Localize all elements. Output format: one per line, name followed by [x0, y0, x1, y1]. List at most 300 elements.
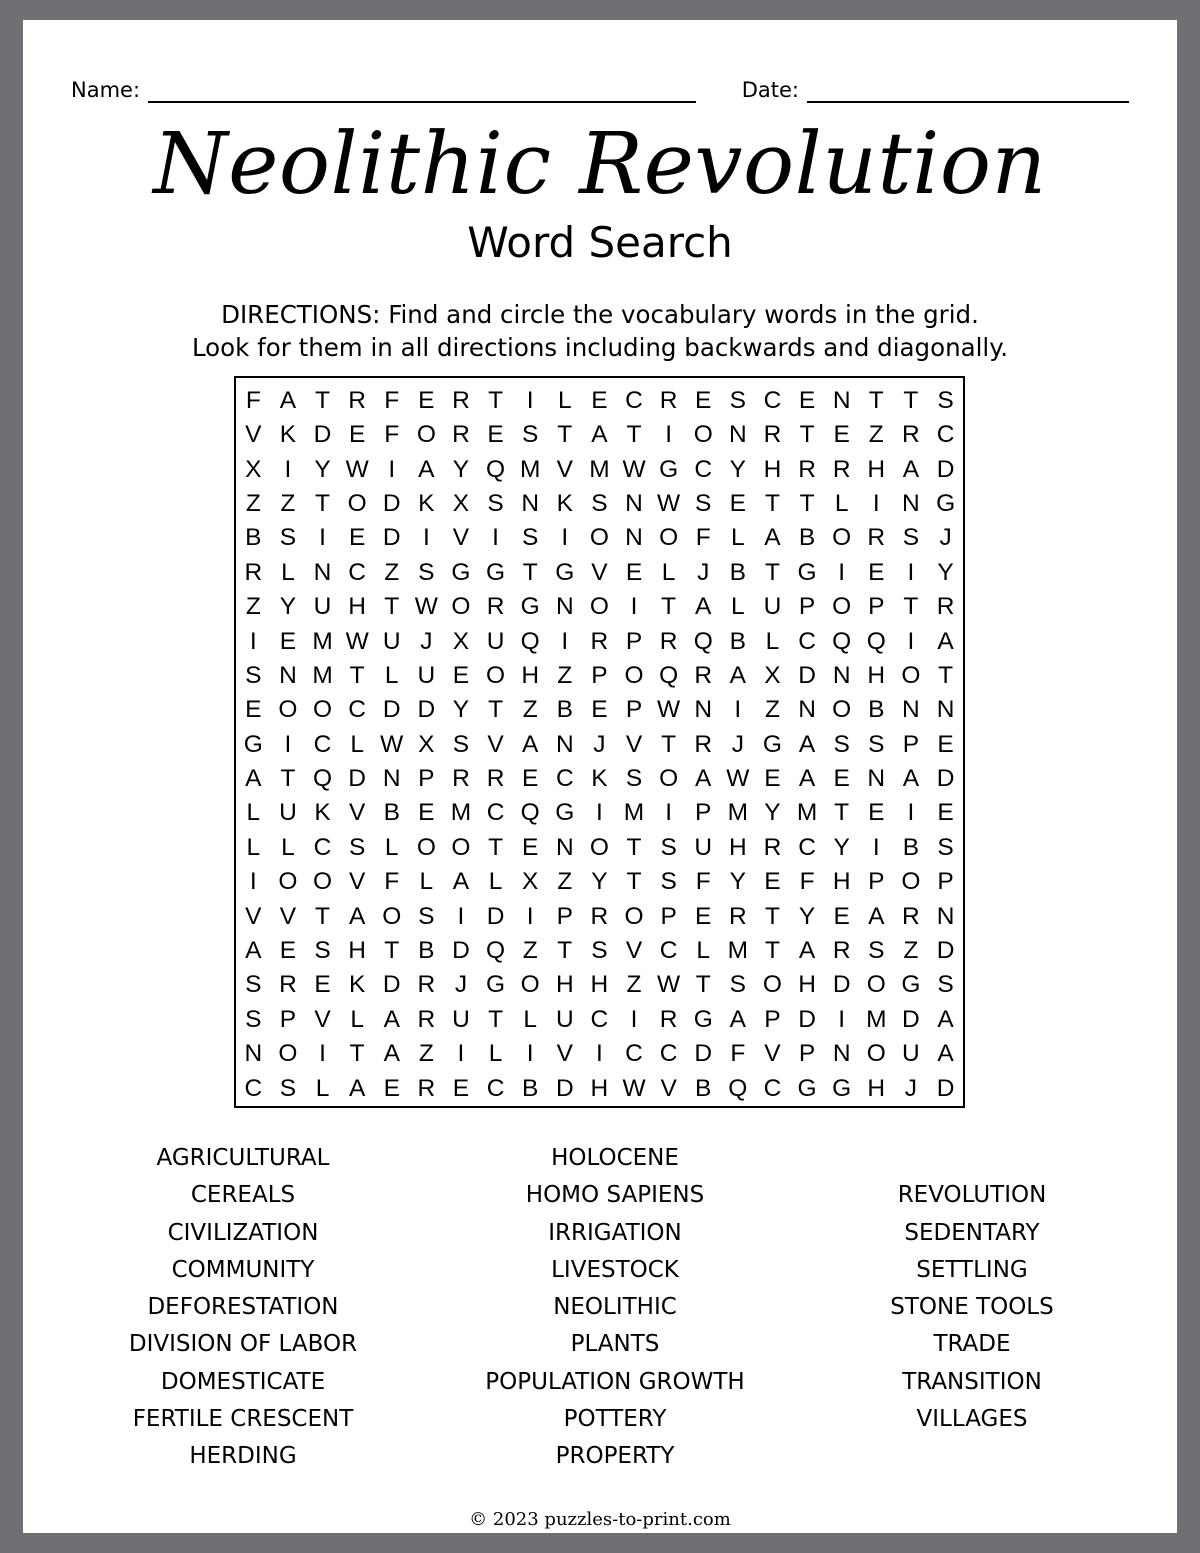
letter-cell[interactable]: G — [901, 971, 921, 999]
letter-cell[interactable]: I — [249, 627, 257, 655]
letter-cell[interactable]: U — [486, 627, 505, 655]
letter-cell[interactable]: R — [763, 833, 782, 861]
letter-cell[interactable]: P — [279, 1005, 297, 1033]
letter-cell[interactable]: T — [315, 902, 330, 930]
letter-cell[interactable]: Y — [452, 455, 470, 483]
letter-cell[interactable]: S — [245, 1005, 262, 1033]
letter-cell[interactable]: C — [555, 765, 574, 793]
letter-cell[interactable]: J — [939, 524, 952, 552]
letter-cell[interactable]: T — [315, 490, 330, 518]
letter-cell[interactable]: S — [902, 524, 920, 552]
letter-cell[interactable]: X — [522, 868, 539, 896]
letter-cell[interactable]: V — [487, 730, 504, 758]
letter-cell[interactable]: Y — [764, 799, 781, 827]
letter-cell[interactable]: V — [245, 902, 262, 930]
letter-cell[interactable]: A — [902, 765, 920, 793]
letter-cell[interactable]: R — [694, 730, 713, 758]
letter-cell[interactable]: O — [382, 902, 402, 930]
letter-cell[interactable]: J — [593, 730, 606, 758]
letter-cell[interactable]: R — [486, 593, 505, 621]
letter-cell[interactable]: H — [867, 455, 886, 483]
letter-cell[interactable]: O — [659, 765, 679, 793]
letter-cell[interactable]: L — [350, 1005, 364, 1033]
letter-cell[interactable]: R — [590, 902, 609, 930]
letter-cell[interactable]: I — [872, 490, 880, 518]
letter-cell[interactable]: U — [313, 593, 332, 621]
letter-cell[interactable]: C — [625, 386, 643, 414]
letter-cell[interactable]: G — [659, 455, 679, 483]
letter-cell[interactable]: O — [347, 490, 367, 518]
letter-cell[interactable]: D — [313, 421, 332, 449]
letter-cell[interactable]: L — [731, 524, 745, 552]
letter-cell[interactable]: L — [765, 627, 780, 655]
letter-cell[interactable]: I — [595, 799, 603, 827]
letter-cell[interactable]: N — [936, 696, 955, 724]
letter-cell[interactable]: Y — [452, 696, 470, 724]
letter-cell[interactable]: S — [937, 971, 954, 999]
letter-cell[interactable]: R — [348, 386, 366, 414]
letter-cell[interactable]: K — [314, 799, 331, 827]
letter-cell[interactable]: I — [422, 524, 430, 552]
letter-cell[interactable]: G — [936, 490, 956, 518]
letter-cell[interactable]: T — [349, 661, 365, 689]
letter-cell[interactable]: M — [866, 1005, 887, 1033]
letter-cell[interactable]: O — [278, 696, 298, 724]
letter-cell[interactable]: R — [832, 936, 851, 964]
letter-cell[interactable]: N — [694, 696, 713, 724]
letter-cell[interactable]: I — [457, 1040, 465, 1068]
letter-cell[interactable]: R — [763, 421, 782, 449]
letter-cell[interactable]: Y — [729, 455, 746, 483]
letter-cell[interactable]: T — [764, 490, 780, 518]
letter-cell[interactable]: W — [726, 765, 750, 793]
letter-cell[interactable]: N — [902, 696, 920, 724]
letter-cell[interactable]: V — [348, 799, 366, 827]
letter-cell[interactable]: N — [555, 833, 574, 861]
letter-cell[interactable]: Y — [279, 593, 297, 621]
letter-cell[interactable]: C — [486, 1074, 505, 1102]
letter-cell[interactable]: N — [625, 524, 643, 552]
letter-cell[interactable]: A — [279, 386, 297, 414]
letter-cell[interactable]: Q — [728, 1074, 748, 1102]
letter-cell[interactable]: N — [832, 386, 851, 414]
letter-cell[interactable]: O — [866, 1040, 886, 1068]
letter-cell[interactable]: T — [764, 902, 780, 930]
letter-cell[interactable]: C — [244, 1074, 263, 1102]
letter-cell[interactable]: R — [659, 386, 678, 414]
letter-cell[interactable]: E — [937, 799, 954, 827]
letter-cell[interactable]: Q — [312, 765, 333, 793]
letter-cell[interactable]: W — [657, 490, 681, 518]
letter-cell[interactable]: L — [696, 936, 711, 964]
letter-cell[interactable]: Y — [591, 868, 608, 896]
letter-cell[interactable]: T — [488, 386, 504, 414]
letter-cell[interactable]: V — [556, 455, 573, 483]
letter-cell[interactable]: D — [936, 1074, 955, 1102]
letter-cell[interactable]: X — [418, 730, 435, 758]
letter-cell[interactable]: W — [622, 1074, 646, 1102]
word-list-item[interactable]: PROPERTY — [555, 1443, 675, 1470]
letter-cell[interactable]: N — [555, 593, 574, 621]
letter-cell[interactable]: A — [937, 1040, 954, 1068]
letter-cell[interactable]: V — [660, 1074, 677, 1102]
word-list-item[interactable]: SETTLING — [916, 1256, 1028, 1283]
letter-cell[interactable]: M — [312, 661, 333, 689]
letter-cell[interactable]: S — [522, 524, 539, 552]
word-list-item[interactable]: REVOLUTION — [897, 1182, 1047, 1209]
letter-cell[interactable]: C — [763, 386, 782, 414]
letter-cell[interactable]: H — [590, 971, 609, 999]
letter-cell[interactable]: Z — [245, 490, 261, 518]
letter-cell[interactable]: S — [868, 730, 885, 758]
letter-cell[interactable]: N — [832, 1040, 851, 1068]
letter-cell[interactable]: W — [414, 593, 438, 621]
letter-cell[interactable]: M — [519, 455, 541, 483]
letter-cell[interactable]: S — [937, 833, 954, 861]
letter-cell[interactable]: A — [868, 902, 885, 930]
letter-cell[interactable]: R — [417, 971, 436, 999]
letter-cell[interactable]: G — [451, 558, 471, 586]
letter-cell[interactable]: Q — [486, 455, 506, 483]
letter-cell[interactable]: R — [452, 421, 470, 449]
letter-cell[interactable]: A — [937, 627, 954, 655]
letter-cell[interactable]: P — [937, 868, 954, 896]
letter-cell[interactable]: M — [796, 799, 818, 827]
letter-cell[interactable]: S — [245, 661, 262, 689]
word-list-item[interactable]: COMMUNITY — [171, 1256, 315, 1283]
letter-cell[interactable]: D — [832, 971, 851, 999]
letter-cell[interactable]: L — [731, 593, 745, 621]
letter-cell[interactable]: I — [907, 627, 915, 655]
letter-cell[interactable]: O — [486, 661, 506, 689]
letter-cell[interactable]: E — [348, 524, 366, 552]
letter-cell[interactable]: D — [382, 490, 401, 518]
letter-cell[interactable]: E — [625, 558, 643, 586]
letter-cell[interactable]: I — [630, 1005, 638, 1033]
letter-cell[interactable]: A — [729, 1005, 746, 1033]
letter-cell[interactable]: E — [591, 386, 608, 414]
letter-cell[interactable]: R — [417, 1005, 436, 1033]
letter-cell[interactable]: I — [872, 833, 880, 861]
letter-cell[interactable]: A — [695, 593, 712, 621]
letter-cell[interactable]: M — [312, 627, 333, 655]
letter-cell[interactable]: O — [693, 421, 713, 449]
letter-cell[interactable]: A — [798, 730, 816, 758]
letter-cell[interactable]: I — [249, 868, 257, 896]
letter-cell[interactable]: U — [763, 593, 782, 621]
letter-cell[interactable]: P — [902, 730, 920, 758]
word-list-item[interactable]: DOMESTICATE — [160, 1368, 326, 1395]
letter-cell[interactable]: A — [522, 730, 539, 758]
letter-cell[interactable]: B — [245, 524, 262, 552]
letter-cell[interactable]: O — [451, 833, 471, 861]
word-list-item[interactable]: VILLAGES — [916, 1406, 1028, 1433]
letter-cell[interactable]: P — [591, 661, 608, 689]
letter-cell[interactable]: T — [764, 936, 780, 964]
letter-cell[interactable]: X — [452, 490, 470, 518]
letter-cell[interactable]: V — [348, 868, 366, 896]
letter-cell[interactable]: A — [764, 524, 781, 552]
letter-cell[interactable]: S — [418, 902, 435, 930]
letter-cell[interactable]: B — [556, 696, 573, 724]
letter-cell[interactable]: O — [832, 696, 852, 724]
letter-cell[interactable]: P — [625, 696, 643, 724]
letter-cell[interactable]: O — [312, 868, 333, 896]
letter-cell[interactable]: S — [348, 833, 366, 861]
letter-cell[interactable]: E — [868, 558, 885, 586]
letter-cell[interactable]: S — [625, 765, 643, 793]
letter-cell[interactable]: K — [591, 765, 608, 793]
letter-cell[interactable]: A — [798, 765, 816, 793]
letter-cell[interactable]: L — [281, 833, 295, 861]
letter-cell[interactable]: T — [488, 696, 504, 724]
letter-cell[interactable]: L — [661, 558, 676, 586]
letter-cell[interactable]: O — [832, 593, 852, 621]
letter-cell[interactable]: P — [556, 902, 573, 930]
letter-cell[interactable]: L — [488, 1040, 503, 1068]
letter-cell[interactable]: A — [383, 1005, 400, 1033]
letter-cell[interactable]: C — [659, 1040, 678, 1068]
letter-cell[interactable]: J — [454, 971, 468, 999]
letter-cell[interactable]: A — [452, 868, 470, 896]
letter-cell[interactable]: N — [244, 1040, 263, 1068]
letter-cell[interactable]: E — [591, 696, 608, 724]
letter-cell[interactable]: T — [488, 833, 504, 861]
letter-cell[interactable]: E — [868, 799, 885, 827]
letter-cell[interactable]: D — [902, 1005, 920, 1033]
letter-cell[interactable]: T — [868, 386, 884, 414]
letter-cell[interactable]: T — [488, 1005, 504, 1033]
letter-cell[interactable]: F — [695, 524, 711, 552]
letter-cell[interactable]: R — [694, 661, 713, 689]
letter-cell[interactable]: P — [868, 593, 885, 621]
letter-cell[interactable]: U — [694, 833, 713, 861]
letter-cell[interactable]: R — [417, 1074, 436, 1102]
letter-cell[interactable]: E — [729, 490, 746, 518]
letter-cell[interactable]: E — [522, 833, 539, 861]
letter-cell[interactable]: I — [526, 902, 534, 930]
letter-cell[interactable]: T — [626, 868, 642, 896]
letter-cell[interactable]: T — [522, 558, 538, 586]
letter-cell[interactable]: N — [555, 730, 574, 758]
letter-cell[interactable]: S — [660, 833, 677, 861]
letter-cell[interactable]: S — [729, 971, 746, 999]
letter-cell[interactable]: B — [383, 799, 400, 827]
letter-cell[interactable]: N — [936, 902, 955, 930]
letter-cell[interactable]: V — [279, 902, 297, 930]
letter-cell[interactable]: I — [319, 1040, 326, 1068]
letter-cell[interactable]: H — [867, 1074, 886, 1102]
letter-cell[interactable]: G — [832, 1074, 852, 1102]
letter-cell[interactable]: E — [764, 868, 781, 896]
letter-cell[interactable]: R — [867, 524, 886, 552]
letter-cell[interactable]: D — [417, 696, 436, 724]
letter-cell[interactable]: V — [625, 730, 643, 758]
letter-cell[interactable]: J — [904, 1074, 917, 1102]
letter-cell[interactable]: T — [764, 558, 780, 586]
letter-cell[interactable]: P — [625, 627, 643, 655]
letter-cell[interactable]: E — [245, 696, 262, 724]
letter-cell[interactable]: K — [279, 421, 297, 449]
letter-cell[interactable]: I — [284, 455, 292, 483]
letter-cell[interactable]: G — [486, 971, 506, 999]
letter-cell[interactable]: V — [625, 936, 643, 964]
word-list-item[interactable]: TRADE — [933, 1331, 1011, 1358]
letter-cell[interactable]: T — [315, 386, 330, 414]
letter-cell[interactable]: P — [764, 1005, 781, 1033]
word-list-item[interactable]: AGRICULTURAL — [156, 1145, 330, 1171]
letter-cell[interactable]: X — [764, 661, 781, 689]
letter-cell[interactable]: H — [832, 868, 851, 896]
letter-cell[interactable]: E — [348, 421, 366, 449]
letter-cell[interactable]: S — [279, 1074, 297, 1102]
letter-cell[interactable]: W — [657, 971, 681, 999]
letter-cell[interactable]: I — [457, 902, 465, 930]
letter-cell[interactable]: L — [384, 661, 399, 689]
letter-cell[interactable]: H — [798, 971, 816, 999]
letter-cell[interactable]: T — [384, 593, 400, 621]
letter-cell[interactable]: E — [798, 386, 816, 414]
letter-cell[interactable]: H — [590, 1074, 609, 1102]
letter-cell[interactable]: S — [245, 971, 262, 999]
letter-cell[interactable]: O — [659, 524, 679, 552]
letter-cell[interactable]: Z — [522, 696, 538, 724]
letter-cell[interactable]: M — [727, 799, 749, 827]
letter-cell[interactable]: S — [452, 730, 470, 758]
word-search-grid[interactable] — [234, 376, 965, 1108]
word-list-item[interactable]: LIVESTOCK — [551, 1256, 679, 1283]
letter-cell[interactable]: Z — [903, 936, 919, 964]
letter-cell[interactable]: T — [799, 490, 815, 518]
letter-cell[interactable]: J — [697, 558, 710, 586]
letter-cell[interactable]: R — [902, 902, 920, 930]
letter-cell[interactable]: Q — [832, 627, 852, 655]
letter-cell[interactable]: H — [348, 936, 366, 964]
letter-cell[interactable]: L — [246, 799, 261, 827]
letter-cell[interactable]: S — [522, 421, 539, 449]
letter-cell[interactable]: E — [279, 936, 297, 964]
letter-cell[interactable]: R — [486, 765, 505, 793]
letter-cell[interactable]: Z — [418, 1040, 434, 1068]
letter-cell[interactable]: A — [348, 902, 366, 930]
letter-cell[interactable]: A — [383, 1040, 400, 1068]
letter-cell[interactable]: O — [624, 902, 644, 930]
letter-cell[interactable]: A — [695, 765, 712, 793]
letter-cell[interactable]: Z — [245, 593, 261, 621]
letter-cell[interactable]: B — [902, 833, 920, 861]
letter-cell[interactable]: O — [832, 524, 852, 552]
letter-cell[interactable]: O — [901, 661, 921, 689]
letter-cell[interactable]: E — [522, 765, 539, 793]
letter-cell[interactable]: G — [762, 730, 782, 758]
letter-cell[interactable]: H — [763, 455, 782, 483]
letter-cell[interactable]: P — [418, 765, 435, 793]
letter-cell[interactable]: C — [625, 1040, 643, 1068]
letter-cell[interactable]: L — [246, 833, 261, 861]
letter-cell[interactable]: E — [833, 765, 850, 793]
letter-cell[interactable]: Y — [798, 902, 816, 930]
letter-cell[interactable]: J — [420, 627, 433, 655]
letter-cell[interactable]: M — [727, 936, 749, 964]
letter-cell[interactable]: A — [591, 421, 608, 449]
letter-cell[interactable]: K — [418, 490, 435, 518]
word-list-item[interactable]: SEDENTARY — [904, 1219, 1040, 1246]
letter-cell[interactable]: Z — [764, 696, 780, 724]
letter-cell[interactable]: V — [591, 558, 608, 586]
letter-cell[interactable]: S — [314, 936, 331, 964]
word-list-item[interactable]: CEREALS — [190, 1182, 296, 1209]
letter-cell[interactable]: C — [936, 421, 955, 449]
letter-cell[interactable]: S — [660, 868, 677, 896]
word-list-item[interactable]: TRANSITION — [902, 1368, 1042, 1395]
letter-cell[interactable]: N — [867, 765, 886, 793]
letter-cell[interactable]: I — [284, 730, 292, 758]
letter-cell[interactable]: K — [348, 971, 366, 999]
letter-cell[interactable]: O — [278, 868, 298, 896]
word-list-item[interactable]: PLANTS — [570, 1331, 660, 1358]
letter-cell[interactable]: T — [661, 593, 677, 621]
letter-cell[interactable]: D — [555, 1074, 574, 1102]
letter-cell[interactable]: D — [348, 765, 366, 793]
letter-cell[interactable]: S — [591, 490, 608, 518]
word-list-item[interactable]: FERTILE CRESCENT — [132, 1406, 354, 1433]
letter-cell[interactable]: I — [734, 696, 742, 724]
letter-cell[interactable]: B — [729, 558, 746, 586]
letter-cell[interactable]: E — [314, 971, 331, 999]
letter-cell[interactable]: X — [245, 455, 262, 483]
letter-cell[interactable]: C — [798, 833, 816, 861]
letter-cell[interactable]: I — [838, 1005, 846, 1033]
letter-cell[interactable]: P — [660, 902, 677, 930]
letter-cell[interactable]: T — [626, 421, 642, 449]
letter-cell[interactable]: T — [349, 1040, 365, 1068]
letter-cell[interactable]: L — [350, 730, 364, 758]
letter-cell[interactable]: U — [279, 799, 297, 827]
letter-cell[interactable]: A — [245, 936, 262, 964]
letter-cell[interactable]: W — [622, 455, 646, 483]
letter-cell[interactable]: E — [418, 386, 435, 414]
letter-cell[interactable]: D — [798, 1005, 816, 1033]
letter-cell[interactable]: A — [348, 1074, 366, 1102]
letter-cell[interactable]: I — [907, 558, 915, 586]
letter-cell[interactable]: E — [764, 765, 781, 793]
letter-cell[interactable]: A — [798, 936, 816, 964]
letter-cell[interactable]: N — [279, 661, 297, 689]
letter-cell[interactable]: I — [630, 593, 638, 621]
letter-cell[interactable]: O — [451, 593, 471, 621]
letter-cell[interactable]: I — [595, 1040, 603, 1068]
letter-cell[interactable]: I — [526, 1040, 534, 1068]
letter-cell[interactable]: R — [452, 386, 470, 414]
letter-cell[interactable]: G — [555, 799, 575, 827]
letter-cell[interactable]: L — [315, 1074, 330, 1102]
date-write-line[interactable] — [807, 75, 1129, 103]
letter-cell[interactable]: U — [555, 1005, 574, 1033]
letter-cell[interactable]: A — [902, 455, 920, 483]
letter-cell[interactable]: Q — [659, 661, 679, 689]
letter-cell[interactable]: A — [937, 1005, 954, 1033]
letter-cell[interactable]: O — [416, 833, 436, 861]
letter-cell[interactable]: L — [834, 490, 849, 518]
letter-cell[interactable]: S — [937, 386, 954, 414]
letter-cell[interactable]: A — [729, 661, 746, 689]
letter-cell[interactable]: K — [556, 490, 573, 518]
letter-cell[interactable]: R — [936, 593, 955, 621]
letter-cell[interactable]: O — [520, 971, 540, 999]
letter-cell[interactable]: T — [557, 936, 573, 964]
letter-cell[interactable]: N — [798, 696, 816, 724]
letter-cell[interactable]: B — [729, 627, 746, 655]
